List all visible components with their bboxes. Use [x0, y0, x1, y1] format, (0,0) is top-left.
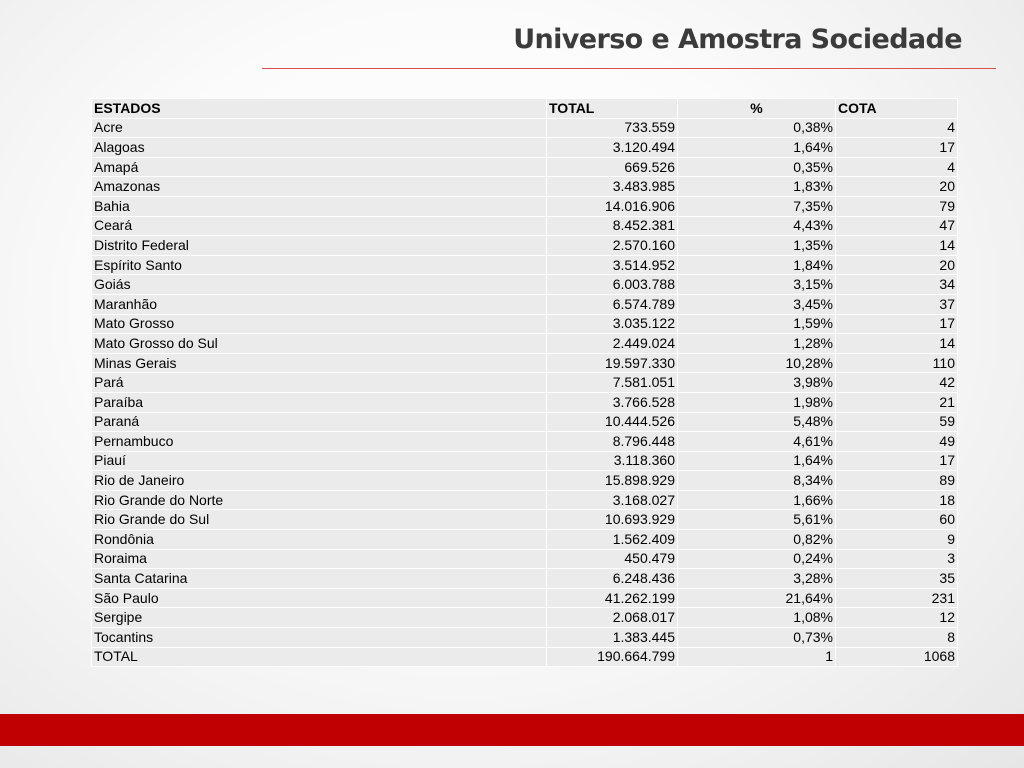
- header-quota: COTA: [836, 99, 958, 119]
- quota-cell: 14: [836, 334, 958, 354]
- header-percent: %: [678, 99, 836, 119]
- quota-cell: 20: [836, 177, 958, 197]
- quota-cell: 21: [836, 392, 958, 412]
- percent-cell: 1,59%: [678, 314, 836, 334]
- state-cell: Pernambuco: [92, 432, 547, 452]
- total-cell: 3.120.494: [547, 138, 678, 158]
- percent-cell: 1: [678, 647, 836, 667]
- total-cell: 15.898.929: [547, 471, 678, 491]
- state-cell: Tocantins: [92, 628, 547, 648]
- table-row: [92, 118, 958, 138]
- percent-cell: 3,15%: [678, 275, 836, 295]
- table-row: [92, 157, 958, 177]
- state-cell: São Paulo: [92, 588, 547, 608]
- quota-cell: 9: [836, 530, 958, 550]
- percent-cell: 5,61%: [678, 510, 836, 530]
- table-row: [92, 628, 958, 648]
- quota-cell: 18: [836, 490, 958, 510]
- state-cell: TOTAL: [92, 647, 547, 667]
- total-cell: 669.526: [547, 157, 678, 177]
- table-row: [92, 490, 958, 510]
- state-cell: Alagoas: [92, 138, 547, 158]
- percent-cell: 1,28%: [678, 334, 836, 354]
- quota-cell: 59: [836, 412, 958, 432]
- percent-cell: 3,45%: [678, 294, 836, 314]
- percent-cell: 3,28%: [678, 569, 836, 589]
- total-cell: 3.766.528: [547, 392, 678, 412]
- quota-cell: 3: [836, 549, 958, 569]
- percent-cell: 1,84%: [678, 255, 836, 275]
- percent-cell: 1,08%: [678, 608, 836, 628]
- states-table: [91, 98, 958, 667]
- quota-cell: 4: [836, 157, 958, 177]
- quota-cell: 17: [836, 451, 958, 471]
- state-cell: Distrito Federal: [92, 236, 547, 256]
- table-row: [92, 530, 958, 550]
- state-cell: Maranhão: [92, 294, 547, 314]
- quota-cell: 49: [836, 432, 958, 452]
- state-cell: Amapá: [92, 157, 547, 177]
- quota-cell: 110: [836, 353, 958, 373]
- percent-cell: 5,48%: [678, 412, 836, 432]
- percent-cell: 0,73%: [678, 628, 836, 648]
- table-row: [92, 471, 958, 491]
- total-cell: 3.118.360: [547, 451, 678, 471]
- total-cell: 8.452.381: [547, 216, 678, 236]
- quota-cell: 14: [836, 236, 958, 256]
- state-cell: Roraima: [92, 549, 547, 569]
- state-cell: Pará: [92, 373, 547, 393]
- table-row: [92, 510, 958, 530]
- state-cell: Paraíba: [92, 392, 547, 412]
- table-row: [92, 608, 958, 628]
- state-cell: Mato Grosso: [92, 314, 547, 334]
- total-cell: 2.068.017: [547, 608, 678, 628]
- table-row: [92, 373, 958, 393]
- total-cell: 190.664.799: [547, 647, 678, 667]
- percent-cell: 1,35%: [678, 236, 836, 256]
- quota-cell: 12: [836, 608, 958, 628]
- table-row: [92, 549, 958, 569]
- table-row: [92, 569, 958, 589]
- slide-title: Universo e Amostra Sociedade: [513, 24, 962, 55]
- state-cell: Mato Grosso do Sul: [92, 334, 547, 354]
- percent-cell: 7,35%: [678, 196, 836, 216]
- state-cell: Bahia: [92, 196, 547, 216]
- table-row: [92, 334, 958, 354]
- total-cell: 3.483.985: [547, 177, 678, 197]
- total-cell: 6.248.436: [547, 569, 678, 589]
- total-cell: 7.581.051: [547, 373, 678, 393]
- percent-cell: 0,82%: [678, 530, 836, 550]
- state-cell: Santa Catarina: [92, 569, 547, 589]
- quota-cell: 89: [836, 471, 958, 491]
- table-row: [92, 177, 958, 197]
- total-cell: 14.016.906: [547, 196, 678, 216]
- total-cell: 2.449.024: [547, 334, 678, 354]
- quota-cell: 1068: [836, 647, 958, 667]
- table-row: [92, 138, 958, 158]
- state-cell: Acre: [92, 118, 547, 138]
- percent-cell: 4,61%: [678, 432, 836, 452]
- percent-cell: 0,35%: [678, 157, 836, 177]
- table-row: [92, 451, 958, 471]
- quota-cell: 42: [836, 373, 958, 393]
- percent-cell: 1,64%: [678, 451, 836, 471]
- state-cell: Rio Grande do Sul: [92, 510, 547, 530]
- state-cell: Rio de Janeiro: [92, 471, 547, 491]
- total-cell: 1.562.409: [547, 530, 678, 550]
- table-row: [92, 353, 958, 373]
- state-cell: Sergipe: [92, 608, 547, 628]
- percent-cell: 8,34%: [678, 471, 836, 491]
- total-cell: 8.796.448: [547, 432, 678, 452]
- state-cell: Rondônia: [92, 530, 547, 550]
- state-cell: Piauí: [92, 451, 547, 471]
- table-row: [92, 392, 958, 412]
- quota-cell: 17: [836, 138, 958, 158]
- total-cell: 10.444.526: [547, 412, 678, 432]
- total-cell: 3.514.952: [547, 255, 678, 275]
- quota-cell: 20: [836, 255, 958, 275]
- state-cell: Espírito Santo: [92, 255, 547, 275]
- table-total-row: [92, 647, 958, 667]
- percent-cell: 1,66%: [678, 490, 836, 510]
- table-row: [92, 588, 958, 608]
- state-cell: Minas Gerais: [92, 353, 547, 373]
- quota-cell: 60: [836, 510, 958, 530]
- total-cell: 6.003.788: [547, 275, 678, 295]
- percent-cell: 0,38%: [678, 118, 836, 138]
- total-cell: 450.479: [547, 549, 678, 569]
- total-cell: 19.597.330: [547, 353, 678, 373]
- percent-cell: 0,24%: [678, 549, 836, 569]
- footer-band: [0, 714, 1024, 746]
- table-row: [92, 432, 958, 452]
- percent-cell: 1,83%: [678, 177, 836, 197]
- total-cell: 41.262.199: [547, 588, 678, 608]
- total-cell: 3.168.027: [547, 490, 678, 510]
- total-cell: 2.570.160: [547, 236, 678, 256]
- state-cell: Goiás: [92, 275, 547, 295]
- table-row: [92, 314, 958, 334]
- table-row: [92, 412, 958, 432]
- total-cell: 1.383.445: [547, 628, 678, 648]
- table-header-row: [92, 99, 958, 119]
- quota-cell: 79: [836, 196, 958, 216]
- table-row: [92, 216, 958, 236]
- title-divider: [262, 68, 996, 69]
- quota-cell: 35: [836, 569, 958, 589]
- table-row: [92, 294, 958, 314]
- quota-cell: 17: [836, 314, 958, 334]
- total-cell: 733.559: [547, 118, 678, 138]
- percent-cell: 21,64%: [678, 588, 836, 608]
- table-row: [92, 275, 958, 295]
- total-cell: 10.693.929: [547, 510, 678, 530]
- quota-cell: 34: [836, 275, 958, 295]
- percent-cell: 1,98%: [678, 392, 836, 412]
- quota-cell: 8: [836, 628, 958, 648]
- total-cell: 3.035.122: [547, 314, 678, 334]
- state-cell: Ceará: [92, 216, 547, 236]
- state-cell: Paraná: [92, 412, 547, 432]
- state-cell: Rio Grande do Norte: [92, 490, 547, 510]
- table-row: [92, 196, 958, 216]
- quota-cell: 231: [836, 588, 958, 608]
- percent-cell: 3,98%: [678, 373, 836, 393]
- total-cell: 6.574.789: [547, 294, 678, 314]
- quota-cell: 37: [836, 294, 958, 314]
- percent-cell: 4,43%: [678, 216, 836, 236]
- percent-cell: 10,28%: [678, 353, 836, 373]
- state-cell: Amazonas: [92, 177, 547, 197]
- quota-cell: 47: [836, 216, 958, 236]
- header-total: TOTAL: [547, 99, 678, 119]
- table-row: [92, 255, 958, 275]
- quota-cell: 4: [836, 118, 958, 138]
- table-row: [92, 236, 958, 256]
- percent-cell: 1,64%: [678, 138, 836, 158]
- header-state: ESTADOS: [92, 99, 547, 119]
